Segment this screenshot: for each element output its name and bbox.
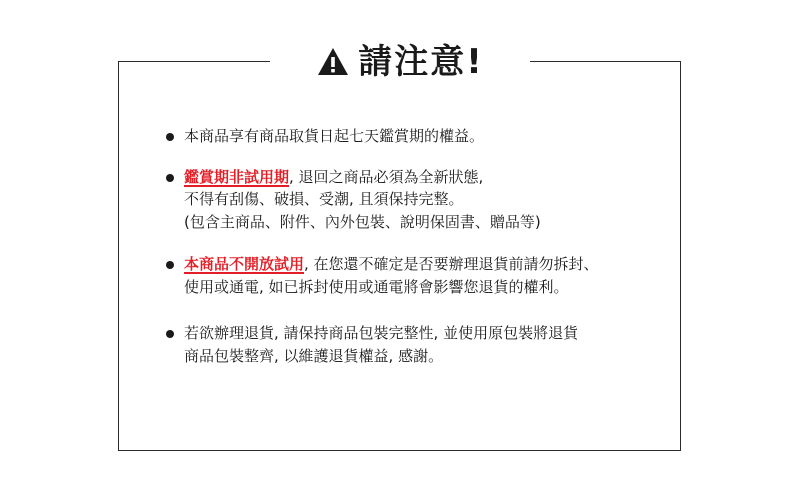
notice-header <box>270 36 530 88</box>
item-text: 若欲辦理退貨, 請保持商品包裝完整性, 並使用原包裝將退貨 <box>184 324 579 342</box>
item-text: 商品包裝整齊, 以維護退貨權益, 感謝。 <box>184 346 444 365</box>
item-line <box>184 253 662 276</box>
list-item <box>162 166 662 234</box>
warning-triangle-icon <box>316 45 350 79</box>
item-line <box>184 166 662 189</box>
notice-title: 請注意! <box>358 42 484 82</box>
item-text: 不得有刮傷、破損、受潮, 且須保持完整。 <box>184 190 464 208</box>
item-text: 使用或通電, 如已拆封使用或通電將會影響您退貨的權利。 <box>184 277 569 296</box>
item-text: (包含主商品、附件、內外包裝、說明保固書、贈品等) <box>184 212 541 231</box>
list-item <box>162 125 662 148</box>
item-text: , 退回之商品必須為全新狀態, <box>289 167 484 186</box>
list-item <box>162 322 662 367</box>
bullet-dot <box>166 330 174 338</box>
highlight-text: 本商品不開放試用 <box>184 255 305 273</box>
item-text: , 在您還不確定是否要辦理退貨前請勿拆封、 <box>304 255 599 273</box>
bullet-dot <box>166 133 174 141</box>
item-text: 本商品享有商品取貨日起七天鑑賞期的權益。 <box>184 127 485 145</box>
list-item <box>162 253 662 298</box>
highlight-text: 鑑賞期非試用期 <box>184 167 290 186</box>
notice-list <box>162 125 662 386</box>
bullet-dot <box>166 261 174 269</box>
bullet-dot <box>166 174 174 182</box>
